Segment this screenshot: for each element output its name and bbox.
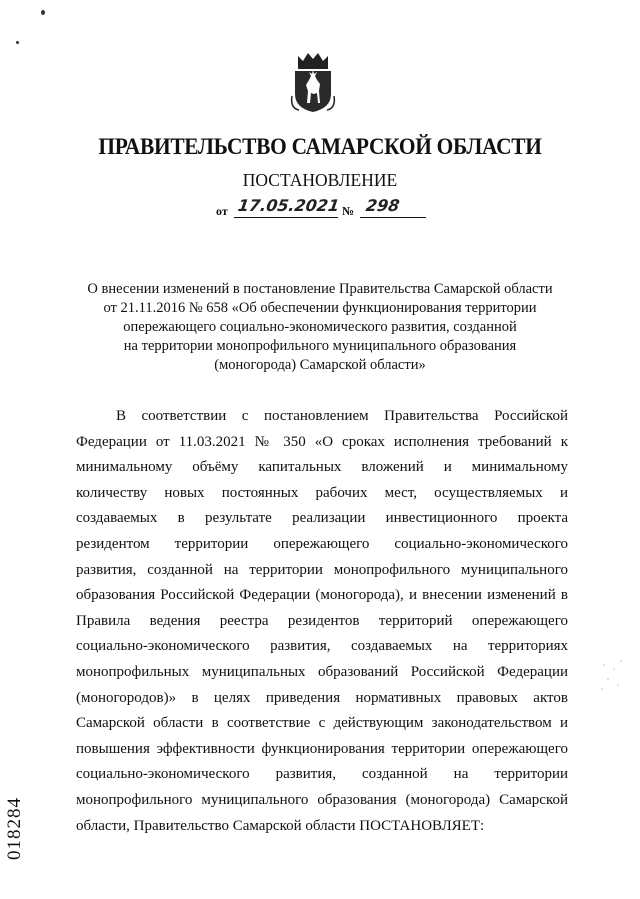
date-value: 17.05.2021 <box>236 196 341 215</box>
number-value: 298 <box>364 196 401 215</box>
body-line: повышения эффективности функционирования территории опережающего <box>76 740 568 757</box>
date-number-line <box>210 196 440 220</box>
subject-line: опережающего социально-экономического развития, созданной <box>123 319 517 335</box>
body-line: монопрофильных муниципальных образований Российской Федерации <box>76 663 568 680</box>
subject-line: О внесении изменений в постановление Правительства Самарской области <box>87 281 553 297</box>
scan-speck <box>41 10 45 15</box>
body-line: развития, созданной на территории монопрофильного муниципального <box>76 561 568 578</box>
side-registration-code: 018284 <box>4 797 25 860</box>
samara-coat-of-arms-icon <box>290 50 336 114</box>
body-line: Федерации от 11.03.2021 № 350 «О сроках исполнения требований к <box>76 433 568 450</box>
resolution-subject <box>40 280 600 375</box>
date-prefix: от <box>216 204 228 218</box>
document-type: ПОСТАНОВЛЕНИЕ <box>242 170 398 190</box>
body-line: В соответствии с постановлением Правительства Российской <box>116 408 568 424</box>
body-line: социально-экономического развития, созданной на территории <box>76 766 568 783</box>
body-line: социально-экономического развития, создаваемых на территориях <box>76 638 568 655</box>
organization-title: ПРАВИТЕЛЬСТВО САМАРСКОЙ ОБЛАСТИ <box>98 134 542 159</box>
subject-line: от 21.11.2016 № 658 «Об обеспечении функционирования территории <box>103 300 537 316</box>
body-paragraph <box>76 404 568 839</box>
scan-speck <box>16 41 19 44</box>
body-line: Самарской области в соответствие с действующим законодательством и <box>76 715 568 732</box>
body-line: монопрофильного муниципального образования (моногорода) Самарской <box>76 791 568 808</box>
body-line: Правила ведения реестра резидентов территорий опережающего <box>76 612 568 629</box>
body-line: области, Правительство Самарской области ПОСТАНОВЛЯЕТ: <box>76 817 485 834</box>
body-line: резидентом территории опережающего социально-экономического <box>76 535 568 552</box>
subject-line: на территории монопрофильного муниципального образования <box>123 338 517 354</box>
number-prefix: № <box>342 204 355 218</box>
body-line: (моногородов)» в целях приведения нормативных правовых актов <box>76 689 568 706</box>
date-underline <box>234 217 338 218</box>
body-line: образования Российской Федерации (моногорода), и внесении изменений в <box>76 587 568 604</box>
number-underline <box>360 217 426 218</box>
body-line: количеству новых постоянных рабочих мест, осуществляемых и <box>76 484 568 501</box>
body-line: минимальному объёму капитальных вложений и минимальному <box>76 459 568 476</box>
body-line: создаваемых в результате реализации инвестиционного проекта <box>76 510 568 527</box>
scan-artifact <box>596 655 626 695</box>
subject-line: (моногорода) Самарской области» <box>214 357 426 373</box>
